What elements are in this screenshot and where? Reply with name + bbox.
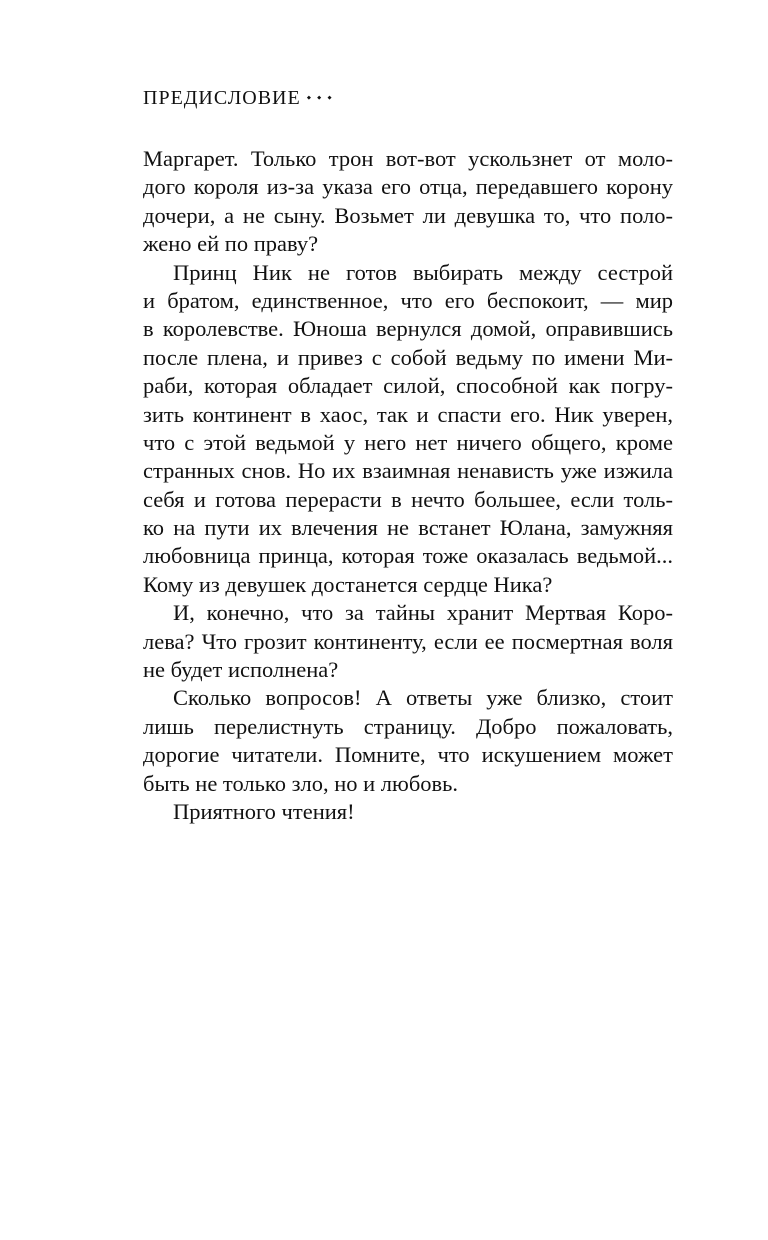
text-line: в королевстве. Юноша вернулся домой, оправившись xyxy=(143,316,673,342)
body-text xyxy=(143,145,673,826)
text-line: Маргарет. Только трон вот-вот ускользнет от моло- xyxy=(143,146,673,171)
text-line: не будет исполнена? xyxy=(143,657,339,683)
paragraph xyxy=(143,684,673,798)
paragraph xyxy=(143,798,673,826)
text-line: Приятного чтения! xyxy=(173,798,355,824)
text-line: ко на пути их влечения не встанет Юлана, замужняя xyxy=(143,515,673,541)
text-line: быть не только зло, но и любовь. xyxy=(143,770,459,796)
text-line: после плена, и привез с собой ведьму по имени Ми- xyxy=(143,344,673,370)
text-line: себя и готова перерасти в нечто большее, если толь- xyxy=(143,486,673,512)
text-line: Сколько вопросов! А ответы уже близко, стоит xyxy=(173,685,673,711)
text-line: и братом, единственное, что его беспокоит, — мир xyxy=(143,287,673,313)
text-line: любовница принца, которая тоже оказалась ведьмой... xyxy=(143,543,673,569)
text-line: странных снов. Но их взаимная ненависть уже изжила xyxy=(143,458,673,484)
paragraph xyxy=(143,145,673,259)
text-line: Принц Ник не готов выбирать между сестрой xyxy=(173,259,673,285)
text-line: дочери, а не сыну. Возьмет ли девушка то, что поло- xyxy=(143,202,673,228)
running-header xyxy=(143,84,338,111)
text-line: Кому из девушек достанется сердце Ника? xyxy=(143,571,553,597)
header-ornament-icon: ⬩⬩⬩ xyxy=(306,90,338,104)
text-line: дого короля из-за указа его отца, передавшего корону xyxy=(143,174,673,200)
text-line: И, конечно, что за тайны хранит Мертвая Коро- xyxy=(173,600,673,626)
text-line: лишь перелистнуть страницу. Добро пожаловать, xyxy=(143,713,673,739)
chapter-title: ПРЕДИСЛОВИЕ xyxy=(143,87,301,109)
text-line: лева? Что грозит континенту, если ее посмертная воля xyxy=(143,628,673,654)
paragraph xyxy=(143,259,673,600)
text-line: раби, которая обладает силой, способной как погру- xyxy=(143,373,673,399)
text-line: зить континент в хаос, так и спасти его. Ник уверен, xyxy=(143,401,673,427)
text-line: жено ей по праву? xyxy=(143,231,319,257)
text-line: дорогие читатели. Помните, что искушением может xyxy=(143,742,673,768)
paragraph xyxy=(143,599,673,684)
text-line: что с этой ведьмой у него нет ничего общего, кроме xyxy=(143,429,673,455)
